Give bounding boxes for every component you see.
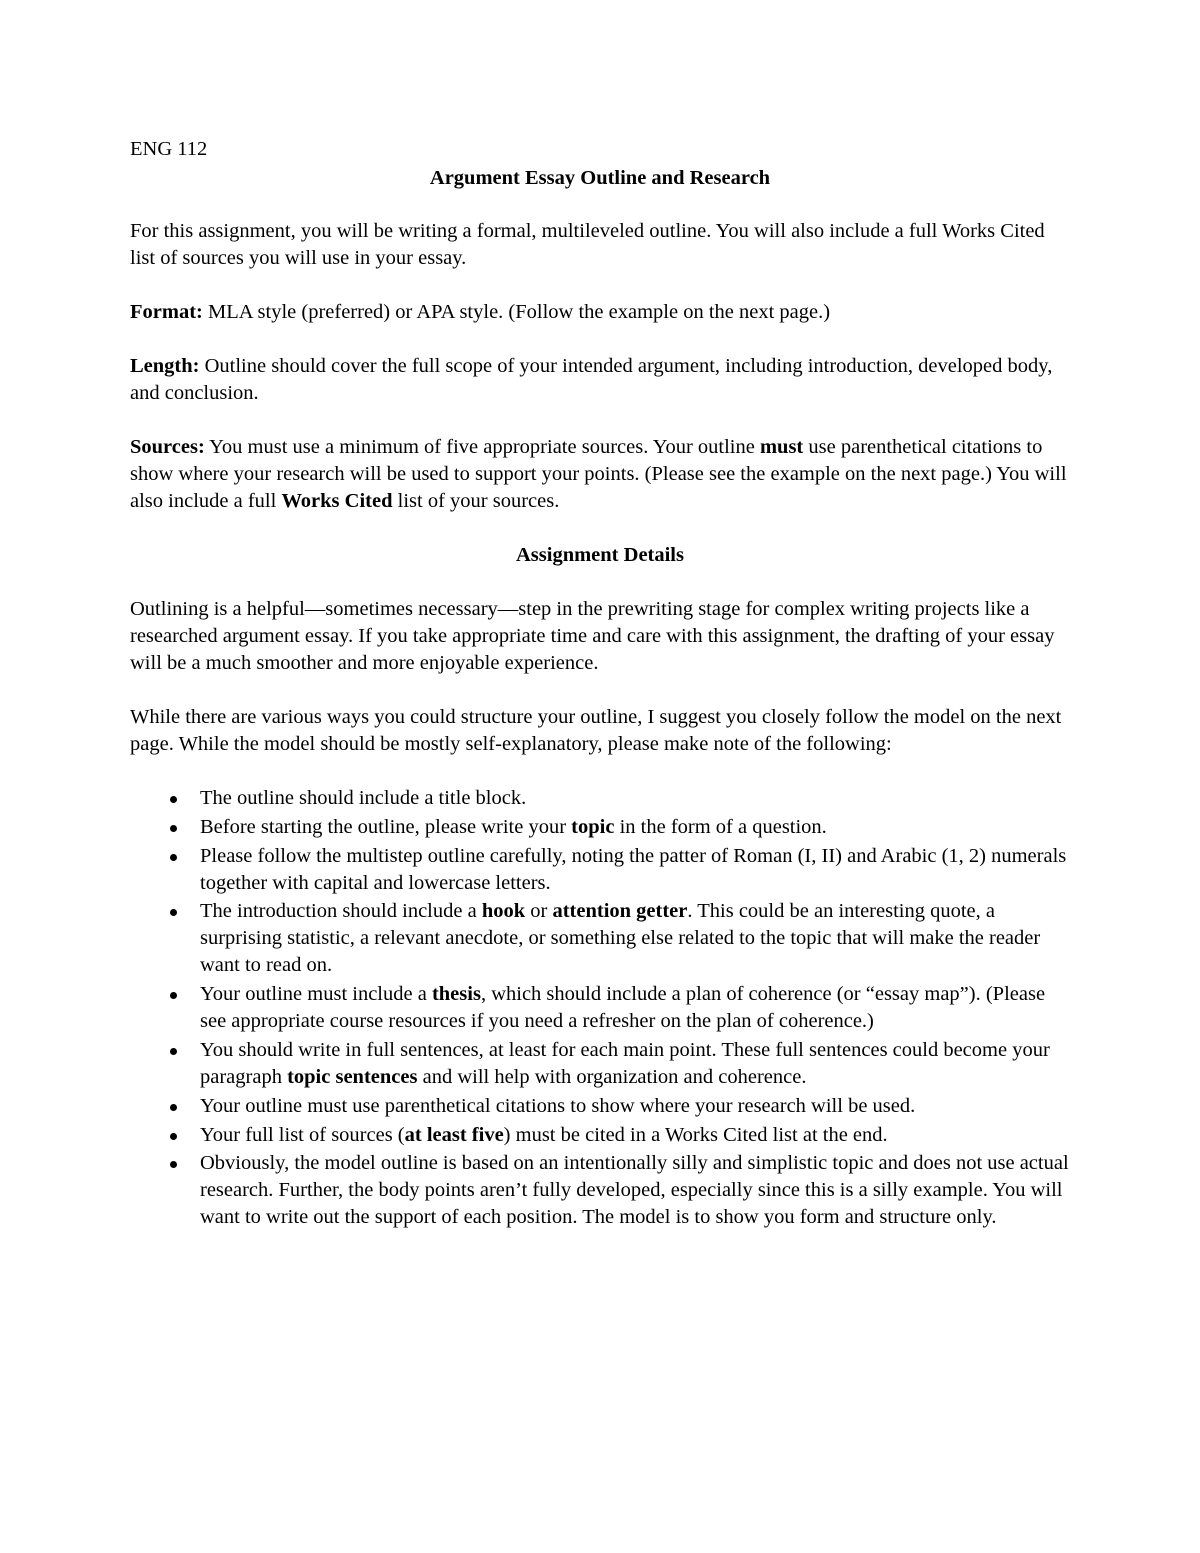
length-paragraph [130,353,1070,407]
sources-label: Sources: [130,436,205,458]
sources-text-1: You must use a minimum of five appropriate sources. Your outline [204,436,760,458]
list-item: The outline should include a title block. [130,785,1070,812]
document-title: Argument Essay Outline and Research [429,167,771,189]
bullet-icon [170,825,177,832]
bullet-icon [170,992,177,999]
list-item: Your outline must use parenthetical citations to show where your research will be used. [130,1093,1070,1120]
list-item: Before starting the outline, please write your topic in the form of a question. [130,814,1070,841]
bullet-icon [170,1104,177,1111]
assignment-details-heading: Assignment Details [516,544,684,566]
sources-paragraph [130,434,1070,515]
list-item: Obviously, the model outline is based on an intentionally silly and simplistic topic and does not use actual research. Further, the body points aren’t fully developed, especially since this is a silly example. You will want to write out the support of each position. The model is to show you form and structure only. [130,1150,1070,1231]
sources-text-3: list of your sources. [392,490,560,512]
length-label: Length: [130,355,200,377]
format-paragraph [130,299,1070,326]
intro-paragraph: For this assignment, you will be writing a formal, multileveled outline. You will also include a full Works Cited list of sources you will use in your essay. [130,220,1045,269]
list-item: You should write in full sentences, at least for each main point. These full sentences could become your paragraph topic sentences and will help with organization and coherence. [130,1037,1070,1091]
list-item: Your outline must include a thesis, which should include a plan of coherence (or “essay map”). (Please see appropriate course resources if you need a refresher on the plan of coherence.) [130,981,1070,1035]
bullet-icon [170,796,177,803]
details-paragraph-1: Outlining is a helpful—sometimes necessary—step in the prewriting stage for complex writing projects like a researched argument essay. If you take appropriate time and care with this assignment, the drafting of your essay will be a much smoother and more enjoyable experience. [130,598,1055,674]
sources-bold-must: must [759,436,804,458]
bullet-icon [170,1133,177,1140]
list-item: Please follow the multistep outline carefully, noting the patter of Roman (I, II) and Arabic (1, 2) numerals together with capital and lowercase letters. [130,843,1070,897]
length-text: Outline should cover the full scope of your intended argument, including introduction, developed body, and conclusion. [130,355,1053,404]
guidelines-list [130,785,1070,1231]
sources-text-2: use parenthetical citations to show where your research will be used to support your points. (Please see the example on the next page.) You will also include a full [130,436,1067,512]
format-text: MLA style (preferred) or APA style. (Follow the example on the next page.) [202,301,831,323]
details-paragraph-2: While there are various ways you could structure your outline, I suggest you closely follow the model on the next page. While the model should be mostly self-explanatory, please make note of the following: [130,706,1062,755]
list-item: The introduction should include a hook or attention getter. This could be an interesting quote, a surprising statistic, a relevant anecdote, or something else related to the topic that will make the reader want to read on. [130,898,1070,979]
list-item: Your full list of sources (at least five) must be cited in a Works Cited list at the end. [130,1122,1070,1149]
bullet-icon [170,909,177,916]
bullet-icon [170,1048,177,1055]
document-page [130,136,1070,1233]
bullet-icon [170,1161,177,1168]
bullet-icon [170,854,177,861]
format-label: Format: [130,301,203,323]
sources-bold-works-cited: Works Cited [281,490,393,512]
course-code: ENG 112 [130,138,208,160]
